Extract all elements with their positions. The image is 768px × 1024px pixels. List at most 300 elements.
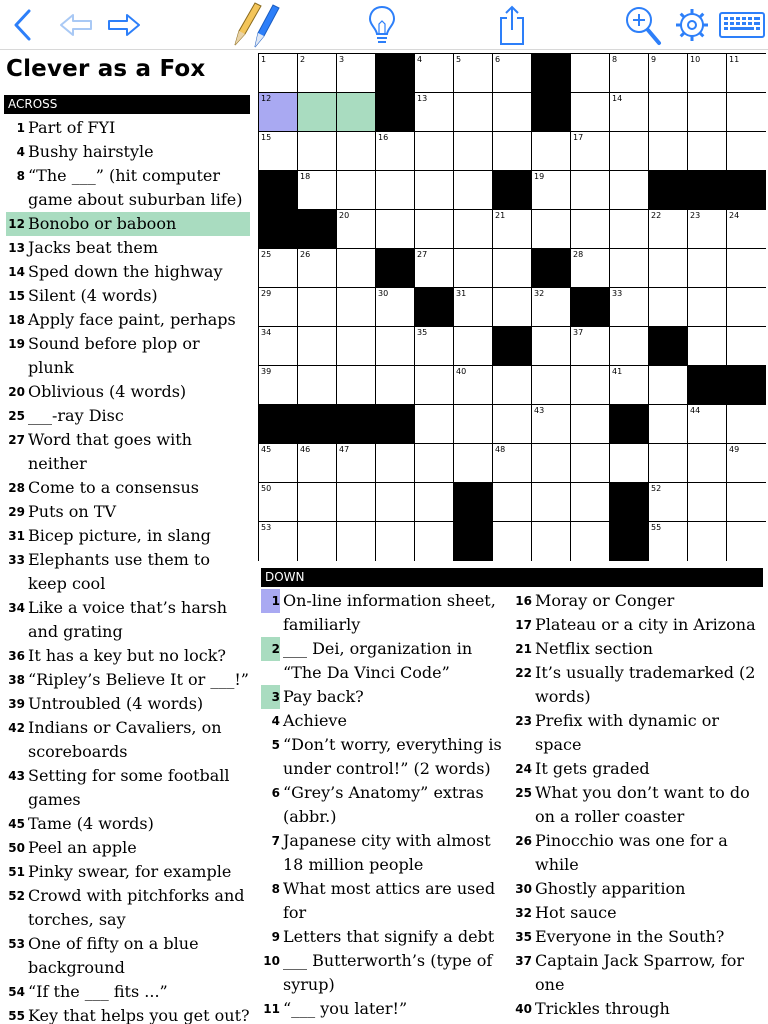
clue-text: Sound before plop or plunk xyxy=(28,334,200,377)
grid-cell[interactable] xyxy=(727,327,766,366)
clue-text: It gets graded xyxy=(535,759,650,778)
cell-number: 11 xyxy=(729,55,740,64)
clue-text: Pay back? xyxy=(283,687,364,706)
grid-cell[interactable] xyxy=(415,522,454,561)
grid-cell[interactable] xyxy=(493,210,532,249)
grid-cell[interactable] xyxy=(532,483,571,522)
grid-cell[interactable] xyxy=(298,93,337,132)
clue-item[interactable] xyxy=(261,637,505,685)
clue-item[interactable] xyxy=(513,925,763,949)
share-icon xyxy=(497,4,527,46)
clue-item[interactable] xyxy=(6,692,250,716)
clue-item[interactable] xyxy=(261,877,505,925)
grid-cell[interactable] xyxy=(532,210,571,249)
clue-item[interactable] xyxy=(6,524,250,548)
undo-button[interactable] xyxy=(56,0,96,50)
clue-number: 53 xyxy=(8,937,25,951)
grid-cell[interactable] xyxy=(688,522,727,561)
cell-number: 27 xyxy=(417,250,428,259)
clue-item[interactable] xyxy=(261,949,505,997)
grid-cell[interactable] xyxy=(571,483,610,522)
share-button[interactable] xyxy=(492,0,532,50)
grid-cell[interactable] xyxy=(532,171,571,210)
grid-cell[interactable] xyxy=(376,483,415,522)
clue-number: 51 xyxy=(8,865,25,879)
clue-text: What most attics are used for xyxy=(283,879,496,922)
clue-item[interactable] xyxy=(6,164,250,212)
clue-number: 39 xyxy=(8,697,25,711)
grid-cell[interactable] xyxy=(415,405,454,444)
cell-number: 37 xyxy=(573,328,584,337)
clue-number: 55 xyxy=(8,1009,25,1023)
grid-cell[interactable] xyxy=(415,210,454,249)
clue-text: “Ripley’s Believe It or ___!” xyxy=(28,670,249,689)
cell-number: 9 xyxy=(651,55,657,64)
grid-cell[interactable] xyxy=(571,522,610,561)
clue-number: 19 xyxy=(8,337,25,351)
grid-cell[interactable] xyxy=(610,171,649,210)
clue-item[interactable] xyxy=(513,661,763,709)
grid-cell[interactable] xyxy=(649,132,688,171)
clue-item[interactable] xyxy=(6,236,250,260)
grid-cell[interactable] xyxy=(649,366,688,405)
clue-number: 16 xyxy=(515,594,532,608)
pen-pencil-toggle[interactable] xyxy=(224,0,282,50)
clue-item[interactable] xyxy=(513,949,763,997)
grid-cell[interactable] xyxy=(649,249,688,288)
grid-cell[interactable] xyxy=(571,132,610,171)
clue-number: 18 xyxy=(8,313,25,327)
clue-item[interactable] xyxy=(261,589,505,637)
clue-item[interactable] xyxy=(6,332,250,380)
grid-cell[interactable] xyxy=(415,327,454,366)
grid-cell[interactable] xyxy=(571,54,610,93)
back-button[interactable] xyxy=(6,0,40,50)
clue-item[interactable] xyxy=(6,812,250,836)
grid-cell[interactable] xyxy=(376,522,415,561)
keyboard-button[interactable] xyxy=(718,0,766,50)
clue-item[interactable] xyxy=(6,260,250,284)
grid-cell[interactable] xyxy=(259,288,298,327)
grid-cell[interactable] xyxy=(415,93,454,132)
grid-cell[interactable] xyxy=(493,54,532,93)
grid-cell-black xyxy=(688,366,727,405)
grid-cell[interactable] xyxy=(649,54,688,93)
cell-number: 33 xyxy=(612,289,623,298)
clue-item[interactable] xyxy=(6,668,250,692)
cell-number: 54 xyxy=(456,523,467,532)
grid-cell[interactable] xyxy=(610,288,649,327)
grid-cell[interactable] xyxy=(649,210,688,249)
grid-cell[interactable] xyxy=(571,171,610,210)
cell-number: 41 xyxy=(612,367,623,376)
clue-item[interactable] xyxy=(513,589,763,613)
clue-item[interactable] xyxy=(513,781,763,829)
grid-cell[interactable] xyxy=(337,483,376,522)
toolbar xyxy=(0,0,768,50)
grid-cell[interactable] xyxy=(688,210,727,249)
grid-cell[interactable] xyxy=(532,405,571,444)
clue-text: Apply face paint, perhaps xyxy=(28,310,236,329)
settings-button[interactable] xyxy=(672,0,712,50)
cell-number: 40 xyxy=(456,367,467,376)
grid-cell[interactable] xyxy=(454,288,493,327)
grid-cell[interactable] xyxy=(688,483,727,522)
grid-cell[interactable] xyxy=(571,444,610,483)
grid-cell-black xyxy=(610,483,649,522)
clue-item[interactable] xyxy=(513,637,763,661)
hint-button[interactable] xyxy=(362,0,402,50)
grid-cell[interactable] xyxy=(259,522,298,561)
clue-item[interactable] xyxy=(513,709,763,757)
clue-item[interactable] xyxy=(6,716,250,764)
grid-cell[interactable] xyxy=(259,444,298,483)
down-clue-list-left xyxy=(261,589,505,1021)
grid-cell[interactable] xyxy=(337,54,376,93)
grid-cell[interactable] xyxy=(337,93,376,132)
clue-item[interactable] xyxy=(261,829,505,877)
grid-cell[interactable] xyxy=(415,483,454,522)
cell-number: 53 xyxy=(261,523,272,532)
grid-cell-black xyxy=(610,405,649,444)
clue-item[interactable] xyxy=(6,284,250,308)
grid-cell[interactable] xyxy=(727,405,766,444)
clue-number: 9 xyxy=(271,930,280,944)
zoom-button[interactable] xyxy=(622,0,664,50)
clue-item[interactable] xyxy=(6,764,250,812)
grid-cell[interactable] xyxy=(493,288,532,327)
grid-cell-black xyxy=(376,405,415,444)
grid-cell[interactable] xyxy=(571,327,610,366)
clue-item[interactable] xyxy=(6,212,250,236)
clue-number: 13 xyxy=(8,241,25,255)
clue-number: 11 xyxy=(263,1002,280,1016)
clue-item[interactable] xyxy=(6,644,250,668)
clue-number: 1 xyxy=(16,121,25,135)
grid-cell[interactable] xyxy=(376,132,415,171)
clue-item[interactable] xyxy=(6,1004,250,1024)
grid-cell-black xyxy=(727,366,766,405)
cell-number: 6 xyxy=(495,55,501,64)
clue-text: “If the ___ fits ...” xyxy=(28,982,168,1001)
grid-cell[interactable] xyxy=(337,327,376,366)
grid-cell[interactable] xyxy=(727,249,766,288)
grid-cell[interactable] xyxy=(532,444,571,483)
redo-button[interactable] xyxy=(104,0,144,50)
clue-number: 4 xyxy=(271,714,280,728)
grid-cell[interactable] xyxy=(415,132,454,171)
clue-text: Silent (4 words) xyxy=(28,286,158,305)
grid-cell[interactable] xyxy=(649,405,688,444)
grid-cell-black xyxy=(376,93,415,132)
clue-number: 7 xyxy=(271,834,280,848)
grid-cell[interactable] xyxy=(298,366,337,405)
grid-cell[interactable] xyxy=(298,327,337,366)
cell-number: 24 xyxy=(729,211,740,220)
cell-number: 36 xyxy=(495,328,506,337)
grid-cell[interactable] xyxy=(571,405,610,444)
grid-cell[interactable] xyxy=(688,249,727,288)
grid-cell[interactable] xyxy=(688,93,727,132)
grid-cell[interactable] xyxy=(415,444,454,483)
clue-text: Prefix with dynamic or space xyxy=(535,711,720,754)
grid-cell[interactable] xyxy=(727,132,766,171)
clue-item[interactable] xyxy=(6,140,250,164)
grid-cell[interactable] xyxy=(532,366,571,405)
clue-item[interactable] xyxy=(513,901,763,925)
clue-item[interactable] xyxy=(6,116,250,140)
grid-cell[interactable] xyxy=(415,366,454,405)
clue-item[interactable] xyxy=(6,932,250,980)
clue-item[interactable] xyxy=(6,596,250,644)
clue-item[interactable] xyxy=(6,404,250,428)
cell-number: 13 xyxy=(417,94,428,103)
clue-text: Letters that signify a debt xyxy=(283,927,495,946)
grid-cell[interactable] xyxy=(376,327,415,366)
cell-number: 39 xyxy=(261,367,272,376)
grid-cell-black xyxy=(532,54,571,93)
grid-cell[interactable] xyxy=(493,366,532,405)
grid-cell[interactable] xyxy=(298,444,337,483)
grid-cell[interactable] xyxy=(454,366,493,405)
grid-cell[interactable] xyxy=(610,249,649,288)
clue-number: 42 xyxy=(8,721,25,735)
grid-cell[interactable] xyxy=(532,288,571,327)
clue-text: “The ___” (hit computer game about suburban life) xyxy=(28,166,243,209)
cell-number: 23 xyxy=(690,211,701,220)
grid-cell[interactable] xyxy=(454,327,493,366)
clue-text: It’s usually trademarked (2 words) xyxy=(535,663,756,706)
grid-cell[interactable] xyxy=(337,444,376,483)
grid-cell[interactable] xyxy=(376,210,415,249)
grid-cell-black xyxy=(493,327,532,366)
clue-text: Plateau or a city in Arizona xyxy=(535,615,756,634)
cell-number: 47 xyxy=(339,445,350,454)
grid-cell[interactable] xyxy=(571,249,610,288)
cell-number: 52 xyxy=(651,484,662,493)
clue-text: Bicep picture, in slang xyxy=(28,526,211,545)
clue-text: Bonobo or baboon xyxy=(28,214,177,233)
grid-cell[interactable] xyxy=(493,405,532,444)
clue-item[interactable] xyxy=(513,829,763,877)
back-icon xyxy=(12,8,34,42)
cell-number: 43 xyxy=(534,406,545,415)
grid-cell-black xyxy=(649,327,688,366)
grid-cell[interactable] xyxy=(454,171,493,210)
clue-item[interactable] xyxy=(261,997,505,1021)
clue-item[interactable] xyxy=(261,709,505,733)
cell-number: 38 xyxy=(651,328,662,337)
clue-item[interactable] xyxy=(6,836,250,860)
grid-cell[interactable] xyxy=(727,522,766,561)
grid-cell[interactable] xyxy=(688,54,727,93)
clue-item[interactable] xyxy=(261,781,505,829)
grid-cell[interactable] xyxy=(259,132,298,171)
grid-cell[interactable] xyxy=(337,171,376,210)
grid-cell[interactable] xyxy=(493,483,532,522)
grid-cell[interactable] xyxy=(259,327,298,366)
grid-cell[interactable] xyxy=(415,249,454,288)
grid-cell[interactable] xyxy=(415,54,454,93)
cell-number: 34 xyxy=(261,328,272,337)
grid-cell[interactable] xyxy=(727,54,766,93)
cell-number: 5 xyxy=(456,55,462,64)
grid-cell[interactable] xyxy=(493,444,532,483)
grid-cell[interactable] xyxy=(688,405,727,444)
grid-cell[interactable] xyxy=(376,288,415,327)
cell-number: 20 xyxy=(339,211,350,220)
grid-cell[interactable] xyxy=(454,132,493,171)
clue-text: Key that helps you get out? xyxy=(28,1006,250,1024)
grid-cell[interactable] xyxy=(610,132,649,171)
grid-cell-black xyxy=(727,171,766,210)
grid-cell-black xyxy=(493,171,532,210)
grid-cell[interactable] xyxy=(493,93,532,132)
grid-cell[interactable] xyxy=(298,132,337,171)
grid-cell[interactable] xyxy=(610,366,649,405)
grid-cell[interactable] xyxy=(376,171,415,210)
clue-item[interactable] xyxy=(261,685,505,709)
cell-number: 28 xyxy=(573,250,584,259)
cell-number: 4 xyxy=(417,55,423,64)
grid-cell[interactable] xyxy=(688,327,727,366)
grid-cell[interactable] xyxy=(337,249,376,288)
clue-number: 37 xyxy=(515,954,532,968)
clue-text: ___ Dei, organization in “The Da Vinci Code” xyxy=(283,639,473,682)
clue-item[interactable] xyxy=(6,380,250,404)
grid-cell[interactable] xyxy=(298,171,337,210)
clue-item[interactable] xyxy=(261,925,505,949)
clue-text: Part of FYI xyxy=(28,118,116,137)
grid-cell[interactable] xyxy=(493,132,532,171)
down-header: DOWN xyxy=(261,568,763,587)
grid-cell[interactable] xyxy=(532,522,571,561)
grid-cell[interactable] xyxy=(727,210,766,249)
clue-item[interactable] xyxy=(513,757,763,781)
clue-number: 10 xyxy=(263,954,280,968)
clue-item[interactable] xyxy=(6,428,250,476)
grid-cell[interactable] xyxy=(298,522,337,561)
clue-item[interactable] xyxy=(6,884,250,932)
grid-cell[interactable] xyxy=(727,288,766,327)
grid-cell[interactable] xyxy=(337,288,376,327)
grid-cell[interactable] xyxy=(610,93,649,132)
grid-cell[interactable] xyxy=(688,132,727,171)
grid-cell[interactable] xyxy=(649,93,688,132)
grid-cell[interactable] xyxy=(454,249,493,288)
cell-number: 22 xyxy=(651,211,662,220)
grid-cell[interactable] xyxy=(337,522,376,561)
clue-text: Indians or Cavaliers, on scoreboards xyxy=(28,718,222,761)
grid-cell-black xyxy=(415,288,454,327)
grid-cell[interactable] xyxy=(727,483,766,522)
grid-cell[interactable] xyxy=(298,54,337,93)
grid-cell[interactable] xyxy=(649,288,688,327)
grid-cell[interactable] xyxy=(259,366,298,405)
clue-item[interactable] xyxy=(6,980,250,1004)
clue-item[interactable] xyxy=(261,733,505,781)
grid-cell[interactable] xyxy=(727,93,766,132)
clue-item[interactable] xyxy=(6,476,250,500)
grid-cell[interactable] xyxy=(571,366,610,405)
clue-number: 34 xyxy=(8,601,25,615)
grid-cell[interactable] xyxy=(454,54,493,93)
clue-number: 26 xyxy=(515,834,532,848)
grid-cell[interactable] xyxy=(415,171,454,210)
grid-cell[interactable] xyxy=(298,288,337,327)
grid-cell[interactable] xyxy=(454,405,493,444)
grid-cell[interactable] xyxy=(610,54,649,93)
clue-item[interactable] xyxy=(513,997,763,1021)
grid-cell[interactable] xyxy=(727,444,766,483)
clue-item[interactable] xyxy=(6,548,250,596)
grid-cell[interactable] xyxy=(259,249,298,288)
grid-cell[interactable] xyxy=(571,210,610,249)
arrow-right-icon xyxy=(106,12,142,38)
grid-cell[interactable] xyxy=(298,249,337,288)
cell-number: 48 xyxy=(495,445,506,454)
grid-cell[interactable] xyxy=(454,444,493,483)
grid-cell[interactable] xyxy=(493,249,532,288)
grid-cell[interactable] xyxy=(454,210,493,249)
cell-number: 32 xyxy=(534,289,545,298)
grid-cell[interactable] xyxy=(259,483,298,522)
grid-cell[interactable] xyxy=(298,483,337,522)
clue-number: 1 xyxy=(261,589,280,613)
clue-item[interactable] xyxy=(6,500,250,524)
grid-cell[interactable] xyxy=(259,54,298,93)
grid-cell[interactable] xyxy=(649,522,688,561)
crossword-grid xyxy=(258,53,766,561)
clue-number: 28 xyxy=(8,481,25,495)
clue-number: 20 xyxy=(8,385,25,399)
grid-cell[interactable] xyxy=(532,132,571,171)
clue-number: 24 xyxy=(515,762,532,776)
clue-item[interactable] xyxy=(6,860,250,884)
grid-cell[interactable] xyxy=(649,483,688,522)
grid-cell-black xyxy=(298,405,337,444)
grid-cell[interactable] xyxy=(337,210,376,249)
grid-cell[interactable] xyxy=(688,444,727,483)
clue-text: Trickles through xyxy=(535,999,670,1018)
cell-number: 7 xyxy=(534,55,540,64)
grid-cell[interactable] xyxy=(376,366,415,405)
grid-cell[interactable] xyxy=(610,327,649,366)
cell-number: 10 xyxy=(690,55,701,64)
grid-cell[interactable] xyxy=(337,366,376,405)
cell-number: 55 xyxy=(651,523,662,532)
grid-cell[interactable] xyxy=(376,444,415,483)
grid-cell[interactable] xyxy=(649,444,688,483)
clue-number: 23 xyxy=(515,714,532,728)
clue-item[interactable] xyxy=(513,877,763,901)
zoom-in-icon xyxy=(623,3,663,47)
cell-number: 1 xyxy=(261,55,267,64)
grid-cell[interactable] xyxy=(493,522,532,561)
grid-cell[interactable] xyxy=(571,93,610,132)
clue-item[interactable] xyxy=(6,308,250,332)
grid-cell[interactable] xyxy=(337,132,376,171)
grid-cell[interactable] xyxy=(610,444,649,483)
grid-cell-black xyxy=(688,171,727,210)
grid-cell[interactable] xyxy=(532,327,571,366)
grid-cell[interactable] xyxy=(688,288,727,327)
clue-item[interactable] xyxy=(513,613,763,637)
grid-cell[interactable] xyxy=(259,93,298,132)
clue-text: Elephants use them to keep cool xyxy=(28,550,210,593)
grid-cell[interactable] xyxy=(610,210,649,249)
grid-cell[interactable] xyxy=(454,93,493,132)
